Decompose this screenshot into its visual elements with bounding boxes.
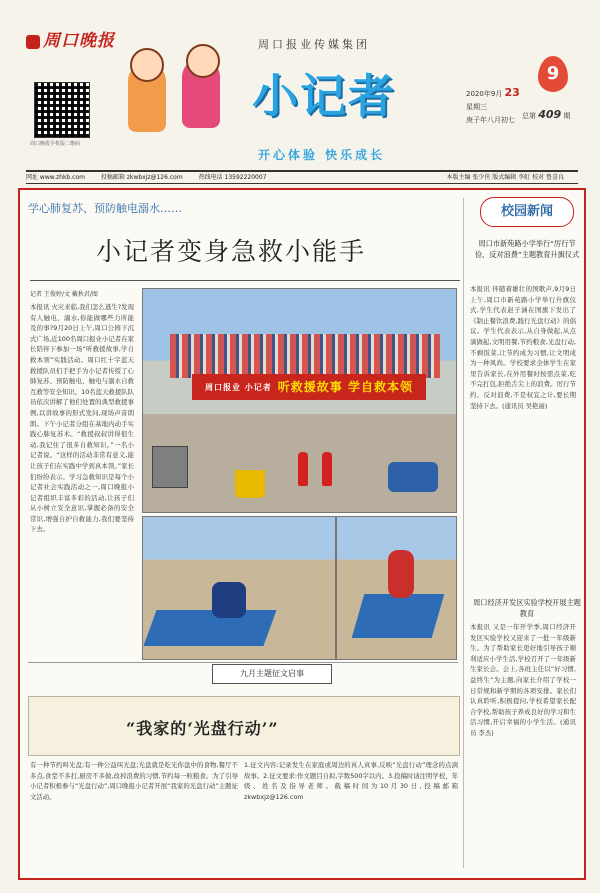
section-divider (28, 662, 458, 663)
issue-day: 23 (504, 86, 520, 99)
masthead-slogan: 开心体验 快乐成长 (258, 148, 386, 162)
campus-news-label: 校园新闻 (480, 197, 574, 227)
fire-extinguisher-icon (298, 452, 308, 486)
qr-caption: 周口晚报手机版二维码 (30, 141, 81, 147)
column-divider (463, 198, 464, 868)
page-number-badge: 9 (538, 56, 568, 92)
hotline: 热线电话 13592220007 (198, 174, 267, 181)
byline: 记者 王俊婷/文 戴秋君/图 (30, 291, 98, 298)
cpr-mat (143, 610, 276, 646)
right-article-body-2: 本报讯 又是一年开学季,周口经济开发区实验学校又迎来了一批一年级新生。为了帮助家长更好地引导孩子顺利适应小学生活,学校召开了一年级新生家长会。会上,各班主任以“好习惯,益终生”为主题,向家长介绍了学校一日常规和新学期的各项安排。家长们认真聆听,积极提问,学校希望家长配合学校,帮助孩子养成良好的学习和生活习惯,开启幸福的小学生活。(通讯员 李杰) (470, 623, 576, 737)
photo-banner (192, 374, 426, 400)
newspaper-logo (26, 26, 115, 51)
total-prefix: 总第 (522, 112, 536, 120)
total-number: 409 (538, 108, 562, 121)
issue-weekday: 星期三 (466, 103, 487, 111)
cartoon-girl-head (186, 44, 220, 78)
essay-body-right: 1.征文内容:记录发生在家庭或周边的真人真事,反映“光盘行动”理念的点滴故事。2.征文要求:作文题目自拟,字数500字以内。3.投稿时请注明学校、年级、姓名及指导老师。截稿时间为10月30日,投稿邮箱 zkwbxjz@126.com (244, 761, 458, 801)
headline-divider (30, 280, 460, 281)
media-group-name: 周口报业传媒集团 (258, 38, 370, 51)
photo-crowd (170, 334, 440, 378)
issue-total (522, 108, 570, 121)
total-suffix: 期 (563, 112, 571, 120)
editor-credits: 本版主编 张少侠 版式编辑 李虹 校对 鲁喜良 (446, 174, 564, 181)
cartoon-boy-head (130, 48, 164, 82)
banner-text: 听救援故事 学自救本领 (277, 380, 413, 394)
right-article-body-1: 本报讯 伴随着雄壮的国歌声,9月9日上午,周口市新苑路小学举行升旗仪式,学生代表赵子涵在国旗下发出了《制止餐饮浪费,践行光盘行动》的倡议。学生代表表示,从自身做起,从点滴做起,文明用餐,节约粮食,光盘行动,不剩饭菜,让节约成为习惯,让文明成为一种风尚。学校要求全体学生在家里告诉家长,在外用餐时按需点菜,吃不完打包,拒绝舌尖上的浪费。厉行节约、反对浪费,不是权宜之计,要长期坚持下去。(通讯员 吴艳丽) (470, 285, 576, 410)
logo-mark-icon (26, 35, 40, 49)
info-bar (26, 170, 578, 184)
equipment-case (152, 446, 188, 488)
email-link[interactable]: 投稿邮箱 zkwbxjz@126.com (100, 174, 183, 181)
sub-headline: 学心肺复苏、预防触电溺水…… (28, 202, 182, 215)
main-headline: 小记者变身急救小能手 (96, 237, 367, 266)
rescuer-figure (212, 582, 246, 618)
fire-bucket-icon (235, 470, 265, 498)
qr-code (34, 82, 90, 138)
lunar-date: 庚子年八月初七 (466, 116, 515, 124)
main-article-body: 本报讯 火灾来临,我们怎么逃生?发现有人触电、溺水,你能做哪些力所能及的事?9月20日上午,周口公园下沉式广场,近100名周口报业小记者在家长陪伴下参加一场“听救援故事,学自救本领”实践活动。周口红十字蓝天救援队员们手把手为小记者传授了心肺复苏、预防触电、触电与溺水自救互救等安全知识。10名蓝天救援队队员依次讲解了他们处置的典型救援事例,以讲故事的形式发问,现场声音朗朗。下午小记者分组在基地内动手实践心肺复苏术。“救援叔叔讲得很生动,我记住了很多自救知识。”一名小记者说。“这样的活动非常有意义,能让孩子们在实践中学到真本领。”家长们纷纷表示。学习急救知识是每个小记者社会实践活动之一,周口晚报小记者组织丰富多彩的活动,让孩子们从小树立安全意识,掌握必备的安全常识,增强自护自救能力,我们要坚持下去。 (30, 303, 134, 534)
website-link[interactable]: 网址 www.zhkb.com (26, 174, 85, 181)
rescue-bag (388, 462, 438, 492)
banner-small-text: 周口报业 小记者 (205, 383, 272, 392)
essay-notice-label: 九月主题征文启事 (212, 664, 332, 684)
masthead-title: 小记者 (252, 69, 396, 123)
student-figure (388, 550, 414, 598)
right-article-title-2: 周口经济开发区实验学校开展主题教育 (473, 598, 581, 618)
fire-extinguisher-icon (322, 452, 332, 486)
dateline (466, 86, 520, 127)
essay-body-left: 有一种节约叫光盘;有一种公益叫光盘;光盘就是吃光你盘中的食物,餐厅不多点,食堂不多打,厨房不多做,改掉浪费的习惯,节约每一粒粮食。为了引导小记者积极参与“光盘行动”,周口晚报小记者开展“我家的光盘行动”主题征文活动。 (30, 761, 238, 801)
cpr-mat-right (352, 594, 445, 638)
right-article-title-1: 周口市新苑路小学举行“厉行节俭、反对浪费”主题教育升旗仪式 (474, 239, 580, 259)
essay-title: “我家的‘光盘行动’” (126, 719, 279, 738)
newspaper-name: 周口晚报 (43, 31, 115, 51)
issue-date: 2020年9月 (466, 90, 503, 98)
